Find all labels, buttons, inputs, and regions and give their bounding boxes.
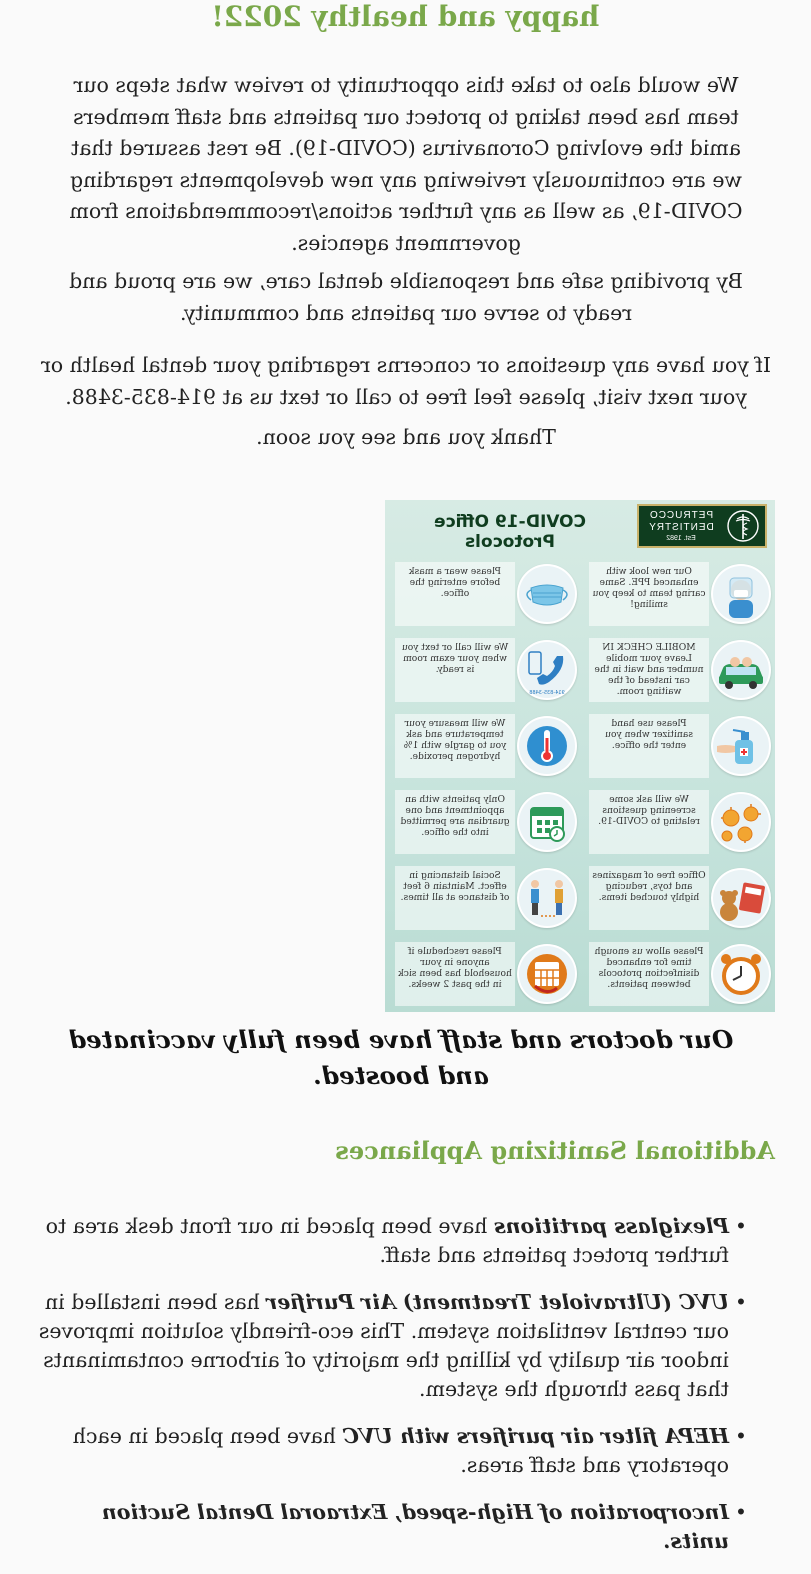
infographic-row	[385, 634, 775, 704]
infographic-title: COVID-19 Office Protocols	[433, 512, 587, 552]
covid-protocols-infographic	[385, 500, 775, 1012]
appliances-list	[31, 1212, 751, 1574]
list-item	[31, 1212, 751, 1270]
logo-line3: Est. 1982	[666, 535, 696, 542]
list-item-text: have been placed in our front desk area to further protect patients and staff.	[45, 1214, 729, 1267]
infographic-row	[385, 938, 775, 1008]
safe-care-paragraph: By providing safe and responsible dental care, we are proud and ready to serve our patients and community.	[69, 269, 743, 325]
calendar-reschedule-icon	[517, 944, 577, 1004]
protocol-text: Social distancing in effect. Maintain 6 feet of distance at all times.	[395, 866, 515, 930]
protocol-item	[583, 712, 771, 778]
infographic-row	[385, 786, 775, 856]
protocol-text: We will ask some screening questions relating to COVID-19.	[589, 790, 709, 854]
infographic-row	[385, 710, 775, 780]
protocol-text: Only patients with an appointment and one guardian are permitted into the office.	[395, 790, 515, 854]
list-item	[31, 1288, 751, 1404]
logo-line1: PETRUCCO	[648, 510, 714, 521]
contact-paragraph: If you have any questions or concerns regarding your dental health or your next visit, please feel free to call or text us at 914-835-3488.	[41, 353, 771, 409]
list-item	[31, 1422, 751, 1480]
protocol-item	[389, 864, 577, 930]
virus-icon	[711, 792, 771, 852]
list-item-text: has been installed in our central ventilation system. This eco-friendly solution improves indoor air quality by killing the majority of airborne contaminants that pass through the system.	[38, 1290, 729, 1401]
practice-logo	[637, 504, 767, 548]
infographic-row	[385, 558, 775, 628]
page-heading: happy and healthy 2022!	[211, 0, 600, 33]
protocol-item	[389, 788, 577, 854]
logo-line2: DENTISTRY	[648, 522, 714, 533]
protocol-text: Our new look with enhanced PPE. Same caring team to keep you smiling!	[589, 562, 709, 626]
thermometer-icon	[517, 716, 577, 776]
list-item-lead: Plexiglass partitions	[494, 1214, 729, 1238]
infographic-row	[385, 862, 775, 932]
protocol-item	[389, 636, 577, 702]
protocol-text: MOBILE CHECK IN Leave your mobile number and wait in the car instead of the waiting room.	[589, 638, 709, 702]
protocol-item	[389, 712, 577, 778]
protocol-item	[583, 864, 771, 930]
protocol-item	[583, 636, 771, 702]
protocol-text: Please reschedule if anyone in your household has been sick in the past 2 weeks.	[395, 942, 515, 1006]
protocol-item	[583, 940, 771, 1006]
protocol-item	[583, 788, 771, 854]
face-mask-icon	[517, 564, 577, 624]
list-item-text: have been placed in each operatory and staff areas.	[72, 1424, 729, 1477]
social-distancing-icon	[517, 868, 577, 928]
protocol-text: We will call or text you when your exam room is ready.	[395, 638, 515, 702]
list-item-lead: Incorporation of High-speed, Extraoral Dental Suction units.	[101, 1500, 729, 1553]
infographic-header	[385, 500, 775, 552]
svg-text:914-835-3488: 914-835-3488	[529, 690, 565, 696]
protocol-text: Please allow us enough time for enhanced disinfection protocols between patients.	[589, 942, 709, 1006]
protocol-text: Please use hand sanitizer when you enter the office.	[589, 714, 709, 778]
list-item	[31, 1498, 751, 1556]
thank-you-paragraph: Thank you and see you soon.	[256, 425, 556, 449]
protocol-item	[389, 560, 577, 626]
list-item-lead: HEPA filter air purifiers with UVC	[342, 1424, 729, 1448]
protocol-text: Office free of magazines and toys, reducing highly touched items.	[589, 866, 709, 930]
alarm-clock-icon	[711, 944, 771, 1004]
vaccinated-statement: Our doctors and staff have been fully vaccinated and boosted.	[68, 1025, 734, 1090]
ppe-face-shield-icon	[711, 564, 771, 624]
caduceus-icon	[727, 509, 759, 543]
protocol-text: We will measure your temperature and ask you to gargle with 1% hydrogen peroxide.	[395, 714, 515, 778]
hand-sanitizer-icon	[711, 716, 771, 776]
toys-magazines-icon	[711, 868, 771, 928]
covid-steps-paragraph: We would also to take this opportunity to review what steps our team has been taking to protect our patients and staff members amid the evolving Coronavirus (COVID-19). Be rest assured that we are continuously reviewing any new developments regarding COVID-19, as well as any further actions/recommendations from government agencies.	[69, 73, 743, 255]
list-item-lead: UVC (Ultraviolet Treatment) Air Purifier	[266, 1290, 729, 1314]
section-heading: Additional Sanitizing Appliances	[335, 1136, 775, 1165]
protocol-item	[389, 940, 577, 1006]
calendar-appointment-icon	[517, 792, 577, 852]
car-check-in-icon	[711, 640, 771, 700]
protocol-item	[583, 560, 771, 626]
protocol-text: Please wear a mask before entering the office.	[395, 562, 515, 626]
phone-call-icon	[517, 640, 577, 700]
